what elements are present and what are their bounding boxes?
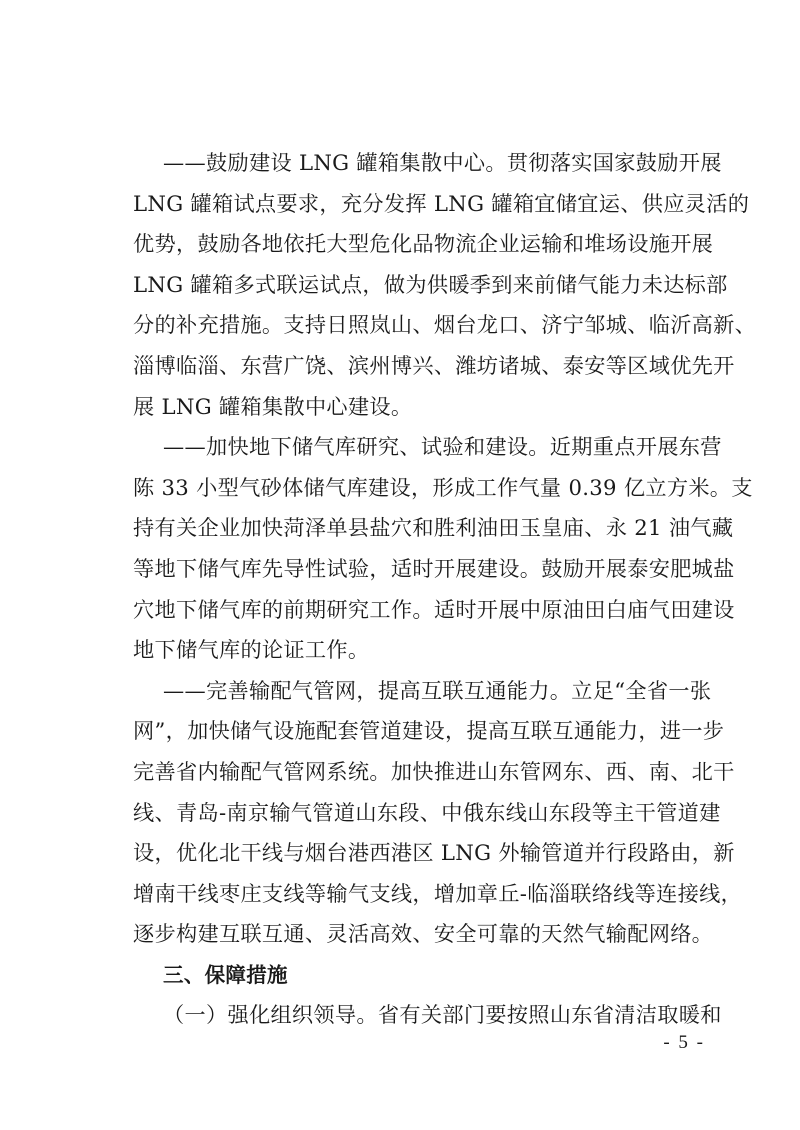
text-line: 陈 33 小型气砂体储气库建设，形成工作气量 0.39 亿立方米。支 [133, 474, 753, 500]
text-line: 展 LNG 罐箱集散中心建设。 [133, 393, 413, 419]
paragraph-pipeline-network [133, 671, 743, 955]
text-line: 设，优化北干线与烟台港西港区 LNG 外输管道并行段路由，新 [133, 840, 735, 866]
text-line: 完善省内输配气管网系统。加快推进山东管网东、西、南、北干 [133, 758, 735, 784]
text-line: 线、青岛-南京输气管道山东段、中俄东线山东段等主干管道建 [133, 799, 721, 825]
text-line: 持有关企业加快菏泽单县盐穴和胜利油田玉皇庙、永 21 油气藏 [133, 515, 734, 541]
page-number: - 5 - [663, 1032, 705, 1053]
paragraph-lng-tank-hub [133, 143, 757, 427]
text-line: （一）强化组织领导。省有关部门要按照山东省清洁取暖和 [163, 1002, 722, 1028]
text-line: 地下储气库的论证工作。 [133, 637, 370, 663]
text-line: 逐步构建互联互通、灵活高效、安全可靠的天然气输配网络。 [133, 921, 714, 947]
section-heading: 三、保障措施 [163, 962, 288, 987]
text-line: ——完善输配气管网，提高互联互通能力。立足“全省一张 [163, 677, 712, 703]
text-line: 分的补充措施。支持日照岚山、烟台龙口、济宁邹城、临沂高新、 [133, 312, 757, 338]
text-line: ——鼓励建设 LNG 罐箱集散中心。贯彻落实国家鼓励开展 [163, 150, 722, 175]
text-line: 等地下储气库先导性试验，适时开展建设。鼓励开展泰安肥城盐 [133, 555, 735, 581]
text-line: 网”，加快储气设施配套管道建设，提高互联互通能力，进一步 [133, 718, 725, 744]
text-line: LNG 罐箱多式联运试点，做为供暖季到来前储气能力未达标部 [133, 271, 728, 297]
text-line: 增南干线枣庄支线等输气支线，增加章丘-临淄联络线等连接线， [133, 880, 743, 906]
document-body [133, 143, 757, 1036]
paragraph-organization [133, 995, 722, 1036]
text-line: 穴地下储气库的前期研究工作。适时开展中原油田白庙气田建设 [133, 596, 735, 622]
text-line: ——加快地下储气库研究、试验和建设。近期重点开展东营 [163, 434, 722, 460]
text-line: 淄博临淄、东营广饶、滨州博兴、潍坊诸城、泰安等区域优先开 [133, 352, 735, 378]
paragraph-underground-storage [133, 427, 753, 671]
text-line: LNG 罐箱试点要求，充分发挥 LNG 罐箱宜储宜运、供应灵活的 [133, 190, 750, 216]
text-line: 优势，鼓励各地依托大型危化品物流企业运输和堆场设施开展 [133, 231, 714, 257]
